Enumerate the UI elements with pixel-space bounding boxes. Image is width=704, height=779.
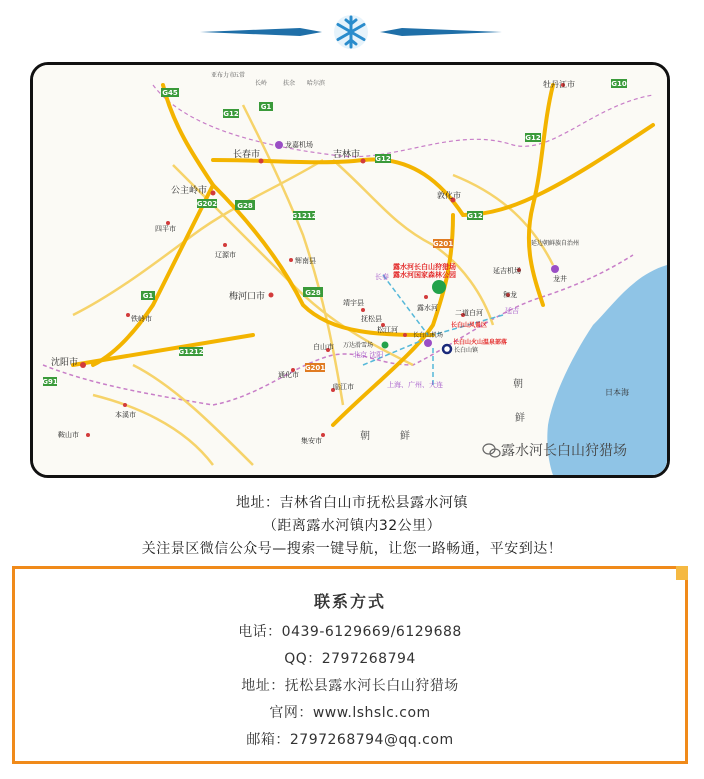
city-lushuihe: 露水河	[417, 304, 438, 312]
ski-icon-wanda	[382, 342, 389, 349]
map-canvas	[33, 65, 667, 475]
route-from-beijing: 北京 沈阳	[353, 351, 384, 359]
city-shenyang: 沈阳市	[51, 358, 79, 368]
wechat-line: 关注景区微信公众号—搜索一键导航，让您一路畅通，平安到达！	[141, 541, 563, 557]
svg-text:G12: G12	[375, 155, 391, 163]
shield-g12-mid	[375, 154, 391, 163]
city-huinan: 辉南县	[295, 257, 316, 265]
airport-longjia: 龙嘉机场	[285, 141, 313, 149]
resort-lushuihe-hunting: 露水河长白山狩猎场	[393, 263, 456, 271]
svg-text:G1212: G1212	[291, 212, 317, 220]
city-tonghua: 通化市	[278, 371, 299, 379]
city-helong: 和龙	[503, 291, 517, 299]
shield-g1212-lower	[178, 347, 203, 356]
city-fusong: 抚松县	[361, 315, 382, 323]
svg-text:G201: G201	[304, 364, 326, 372]
city-longjing: 龙井	[553, 275, 567, 283]
region-yanbian: 延边朝鲜族自治州	[531, 240, 580, 247]
airport-changbaishan: 长白山机场	[413, 332, 444, 339]
city-changchun: 长春市	[233, 150, 261, 160]
city-linjiang: 临江市	[333, 383, 354, 391]
route-from-changchun: 长春	[375, 273, 389, 281]
svg-text:G10: G10	[611, 80, 627, 88]
city-songjianghe: 松江河	[377, 326, 398, 334]
shield-g201-low	[305, 363, 325, 372]
location-icon-changbaishan-town	[443, 345, 451, 353]
airport-icon-yanji	[551, 265, 559, 273]
route-from-south: 上海、广州、大连	[387, 381, 443, 389]
svg-text:G91: G91	[42, 378, 58, 386]
header-ornament	[0, 12, 704, 52]
address-line: 地址：吉林省白山市抚松县露水河镇	[236, 495, 468, 511]
svg-text:G1212: G1212	[178, 348, 204, 356]
svg-text:G12: G12	[223, 110, 239, 118]
svg-text:G202: G202	[196, 200, 218, 208]
contact-qq: QQ：2797268794	[284, 651, 416, 667]
top-label-5: 哈尔滨	[307, 80, 326, 87]
resort-changbaishan-scenic: 长白山风景区	[451, 322, 488, 329]
contact-address: 地址：抚松县露水河长白山狩猎场	[241, 678, 459, 694]
shield-g12-top	[223, 109, 239, 118]
route-from-yanji: 延吉	[505, 307, 519, 315]
resort-lushuihe-forest: 露水河国家森林公园	[393, 271, 456, 279]
city-gongzhuling: 公主岭市	[171, 186, 208, 196]
right-ornament-line	[380, 28, 502, 36]
city-liaoyuan: 辽源市	[215, 251, 236, 259]
shield-g91	[42, 377, 58, 386]
shield-g1-top	[259, 102, 273, 111]
shield-g12-right	[467, 211, 483, 220]
top-label-3: 长岭	[255, 80, 268, 87]
contact-box	[12, 566, 688, 764]
svg-text:G28: G28	[237, 202, 253, 210]
top-label-2: 五常	[233, 72, 246, 79]
city-meihekou: 梅河口市	[229, 292, 266, 302]
svg-text:G1: G1	[260, 103, 272, 111]
shield-g10	[611, 79, 627, 88]
city-anshan: 鞍山市	[58, 431, 79, 439]
city-jilin: 吉林市	[333, 150, 361, 160]
corner-accent	[676, 566, 688, 580]
shield-g1212-top	[291, 211, 316, 220]
airport-yanji: 延吉机场	[493, 267, 521, 275]
region-korea-3: 朝	[360, 431, 370, 442]
map-watermark: 露水河长白山狩猎场	[501, 443, 627, 459]
distance-line: （距离露水河镇内32公里）	[262, 518, 442, 534]
resort-wanda-ski: 万达滑雪场	[343, 342, 374, 349]
place-changbaishan-town: 长白山镇	[454, 347, 479, 354]
airport-icon-changbaishan	[424, 339, 432, 347]
shield-g28-mid	[303, 287, 323, 297]
route-map	[30, 62, 670, 478]
region-korea-1: 朝	[513, 379, 523, 390]
city-mudanjiang: 牡丹江市	[543, 80, 575, 89]
contact-website[interactable]: 官网：www.lshslc.com	[269, 705, 431, 721]
svg-text:G28: G28	[305, 289, 321, 297]
contact-title: 联系方式	[313, 592, 386, 611]
city-dunhua: 敦化市	[437, 191, 461, 200]
svg-text:G45: G45	[162, 89, 178, 97]
svg-text:G12: G12	[525, 134, 541, 142]
city-tieling: 铁岭市	[131, 315, 152, 323]
shield-g45	[161, 88, 179, 97]
resort-changbaishan-volcano: 长白山火山温泉部落	[453, 339, 508, 346]
airport-icon-longjia	[275, 141, 283, 149]
svg-text:G12: G12	[467, 212, 483, 220]
contact-phone: 电话：0439-6129669/6129688	[238, 624, 462, 640]
region-korea-4: 鲜	[400, 431, 410, 442]
region-korea-2: 鲜	[515, 413, 525, 424]
svg-text:G1: G1	[142, 292, 154, 300]
shield-g201-top	[433, 239, 453, 248]
snowflake-icon	[334, 15, 368, 49]
top-label-1: 亚布力市	[211, 72, 236, 79]
city-siping: 四平市	[155, 225, 176, 233]
shield-g202	[197, 199, 217, 208]
shield-g28-top	[235, 200, 255, 210]
city-baishan: 白山市	[313, 343, 334, 351]
top-label-4: 扶余	[283, 80, 296, 87]
shield-g12-far	[525, 133, 541, 142]
shield-g1-mid	[141, 291, 155, 300]
region-sea-of-japan: 日本海	[605, 388, 629, 397]
city-erdaobaihe: 二道白河	[455, 309, 483, 317]
resort-marker	[432, 280, 446, 294]
city-benxi: 本溪市	[115, 411, 136, 419]
contact-email[interactable]: 邮箱：2797268794@qq.com	[246, 732, 454, 748]
svg-text:G201: G201	[432, 240, 454, 248]
city-jingyu: 靖宇县	[343, 299, 364, 307]
city-jian: 集安市	[301, 437, 322, 445]
left-ornament-line	[200, 28, 322, 36]
